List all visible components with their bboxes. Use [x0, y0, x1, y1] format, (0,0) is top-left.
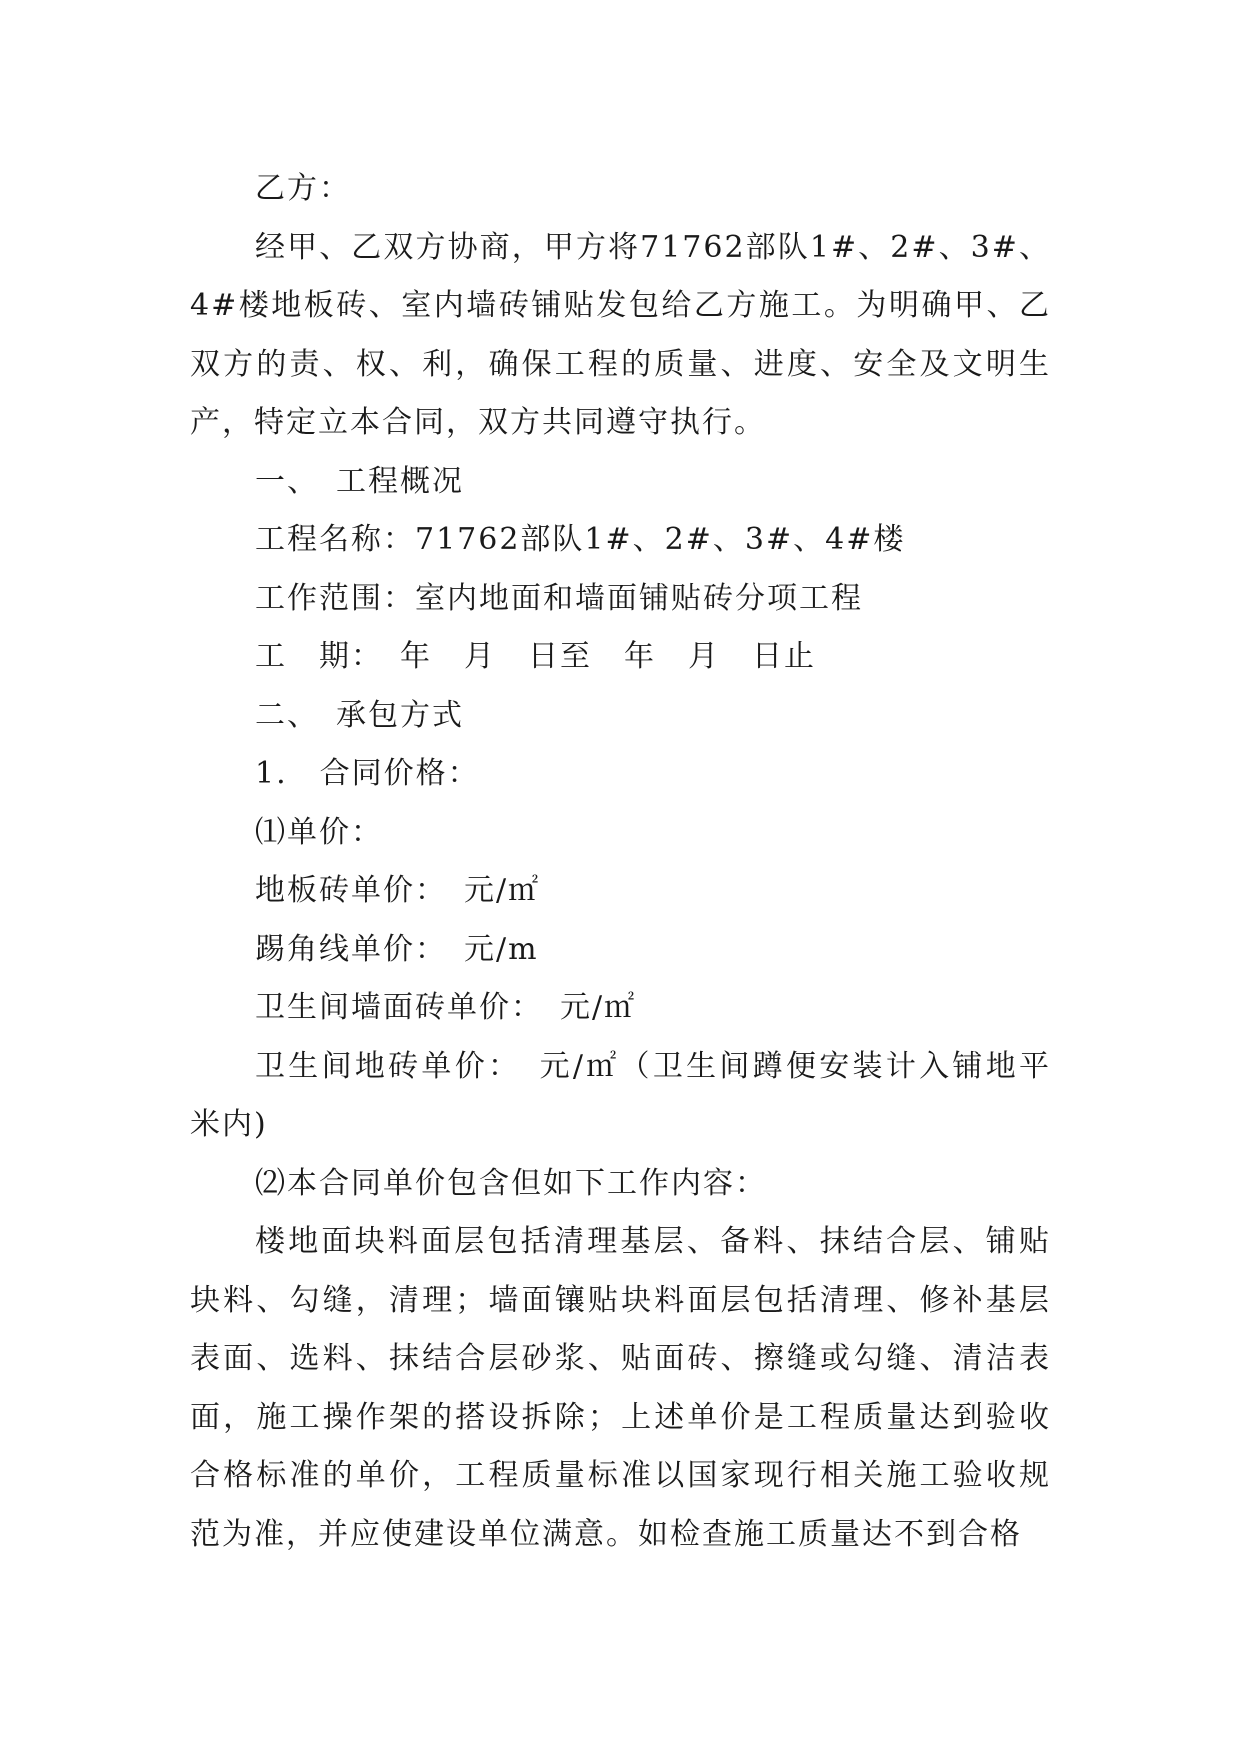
bathroom-wall-tile-price-line: 卫生间墙面砖单价： 元/㎡ [255, 990, 637, 1025]
preamble-paragraph: 经甲、乙双方协商，甲方将71762部队1#、2#、3#、4#楼地板砖、室内墙砖铺贴发包给乙方施工。为明确甲、乙双方的责、权、利，确保工程的质量、进度、安全及文明生产，特定立本合同，双方共同遵守执行。 [190, 229, 1051, 440]
bathroom-floor-tile-price-line: 卫生间地砖单价： 元/㎡（卫生间蹲便安装计入铺地平米内) [190, 1048, 1051, 1142]
party-b-label: 乙方： [255, 171, 351, 206]
project-name-line: 工程名称：71762部队1#、2#、3#、4#楼 [255, 522, 906, 557]
unit-price-scope-heading: ⑵本合同单价包含但如下工作内容： [255, 1165, 767, 1201]
floor-tile-price-line: 地板砖单价： 元/㎡ [255, 873, 541, 908]
skirting-price-line: 踢角线单价： 元/m [255, 931, 539, 967]
work-scope-line: 工作范围：室内地面和墙面铺贴砖分项工程 [255, 580, 863, 616]
unit-price-heading: ⑴单价： [255, 814, 383, 850]
document-body [190, 160, 1051, 1564]
section-heading-contract-method: 二、 承包方式 [255, 697, 464, 733]
section-heading-project-overview: 一、 工程概况 [255, 463, 464, 499]
construction-period-line: 工 期： 年 月 日至 年 月 日止 [255, 639, 816, 674]
contract-price-heading: 1. 合同价格： [255, 756, 480, 791]
work-content-paragraph: 楼地面块料面层包括清理基层、备料、抹结合层、铺贴块料、勾缝，清理；墙面镶贴块料面层包括清理、修补基层表面、选料、抹结合层砂浆、贴面砖、擦缝或勾缝、清洁表面，施工操作架的搭设拆除；上述单价是工程质量达到验收合格标准的单价，工程质量标准以国家现行相关施工验收规范为准，并应使建设单位满意。如检查施工质量达不到合格 [190, 1224, 1051, 1552]
